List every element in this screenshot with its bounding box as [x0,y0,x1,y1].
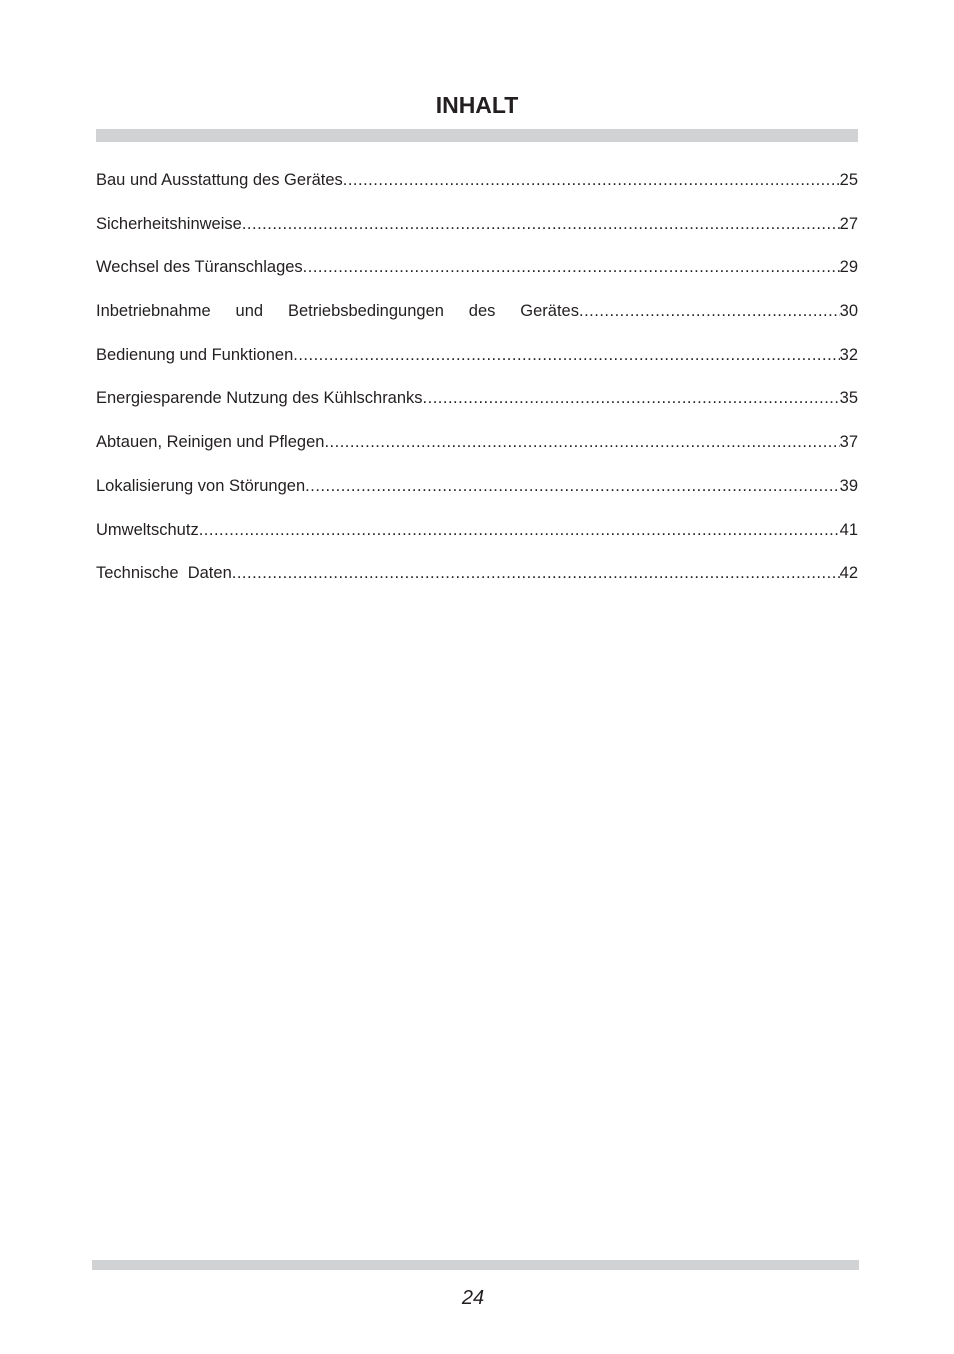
toc-entry-title: Inbetriebnahme und Betriebsbedingungen des Gerätes [96,302,579,321]
toc-entry[interactable] [96,474,858,518]
toc-entry[interactable] [96,386,858,430]
toc-entry[interactable] [96,561,858,605]
toc-entry-title: Abtauen, Reinigen und Pflegen [96,433,325,452]
toc-dot-leader [324,430,839,454]
toc-entry[interactable] [96,255,858,299]
toc-entry-page: 35 [839,389,858,408]
toc-entry-page: 32 [839,345,858,364]
toc-entry-title: Wechsel des Türanschlages [96,258,303,277]
toc-dot-leader [305,474,839,498]
toc-dot-leader [242,212,840,236]
toc-entry[interactable] [96,518,858,562]
toc-dot-leader [343,168,840,192]
toc-entry-page: 27 [839,214,858,233]
toc-dot-leader [199,518,840,542]
toc-entry-page: 39 [839,476,858,495]
toc-entry[interactable] [96,212,858,256]
toc-entry-title: Lokalisierung von Störungen [96,476,306,495]
toc-entry-page: 30 [839,302,858,321]
toc-dot-leader [232,561,840,585]
toc-entry-title: Technische Daten [96,564,232,583]
toc-entry[interactable] [96,168,858,212]
toc-entry-page: 41 [839,520,858,539]
toc-entry-page: 37 [839,433,858,452]
toc-entry-title: Bau und Ausstattung des Gerätes [96,171,343,189]
page-title: INHALT [435,92,519,118]
toc-entry-page: 29 [839,258,858,277]
toc-dot-leader [293,343,839,367]
toc-entry[interactable] [96,430,858,474]
toc-dot-leader [423,386,840,410]
footer-divider [92,1260,859,1270]
table-of-contents [96,168,858,605]
toc-dot-leader [303,255,840,279]
header-divider [96,129,858,142]
page-number: 24 [461,1287,485,1309]
toc-entry-title: Bedienung und Funktionen [96,345,294,364]
toc-entry-title: Energiesparende Nutzung des Kühlschranks [96,389,423,408]
toc-dot-leader [579,299,840,323]
toc-entry-title: Umweltschutz [96,520,199,539]
toc-entry-title: Sicherheitshinweise [96,214,242,233]
toc-entry[interactable] [96,299,858,343]
toc-entry[interactable] [96,343,858,387]
toc-entry-page: 42 [839,564,858,583]
toc-entry-page: 25 [839,171,858,189]
